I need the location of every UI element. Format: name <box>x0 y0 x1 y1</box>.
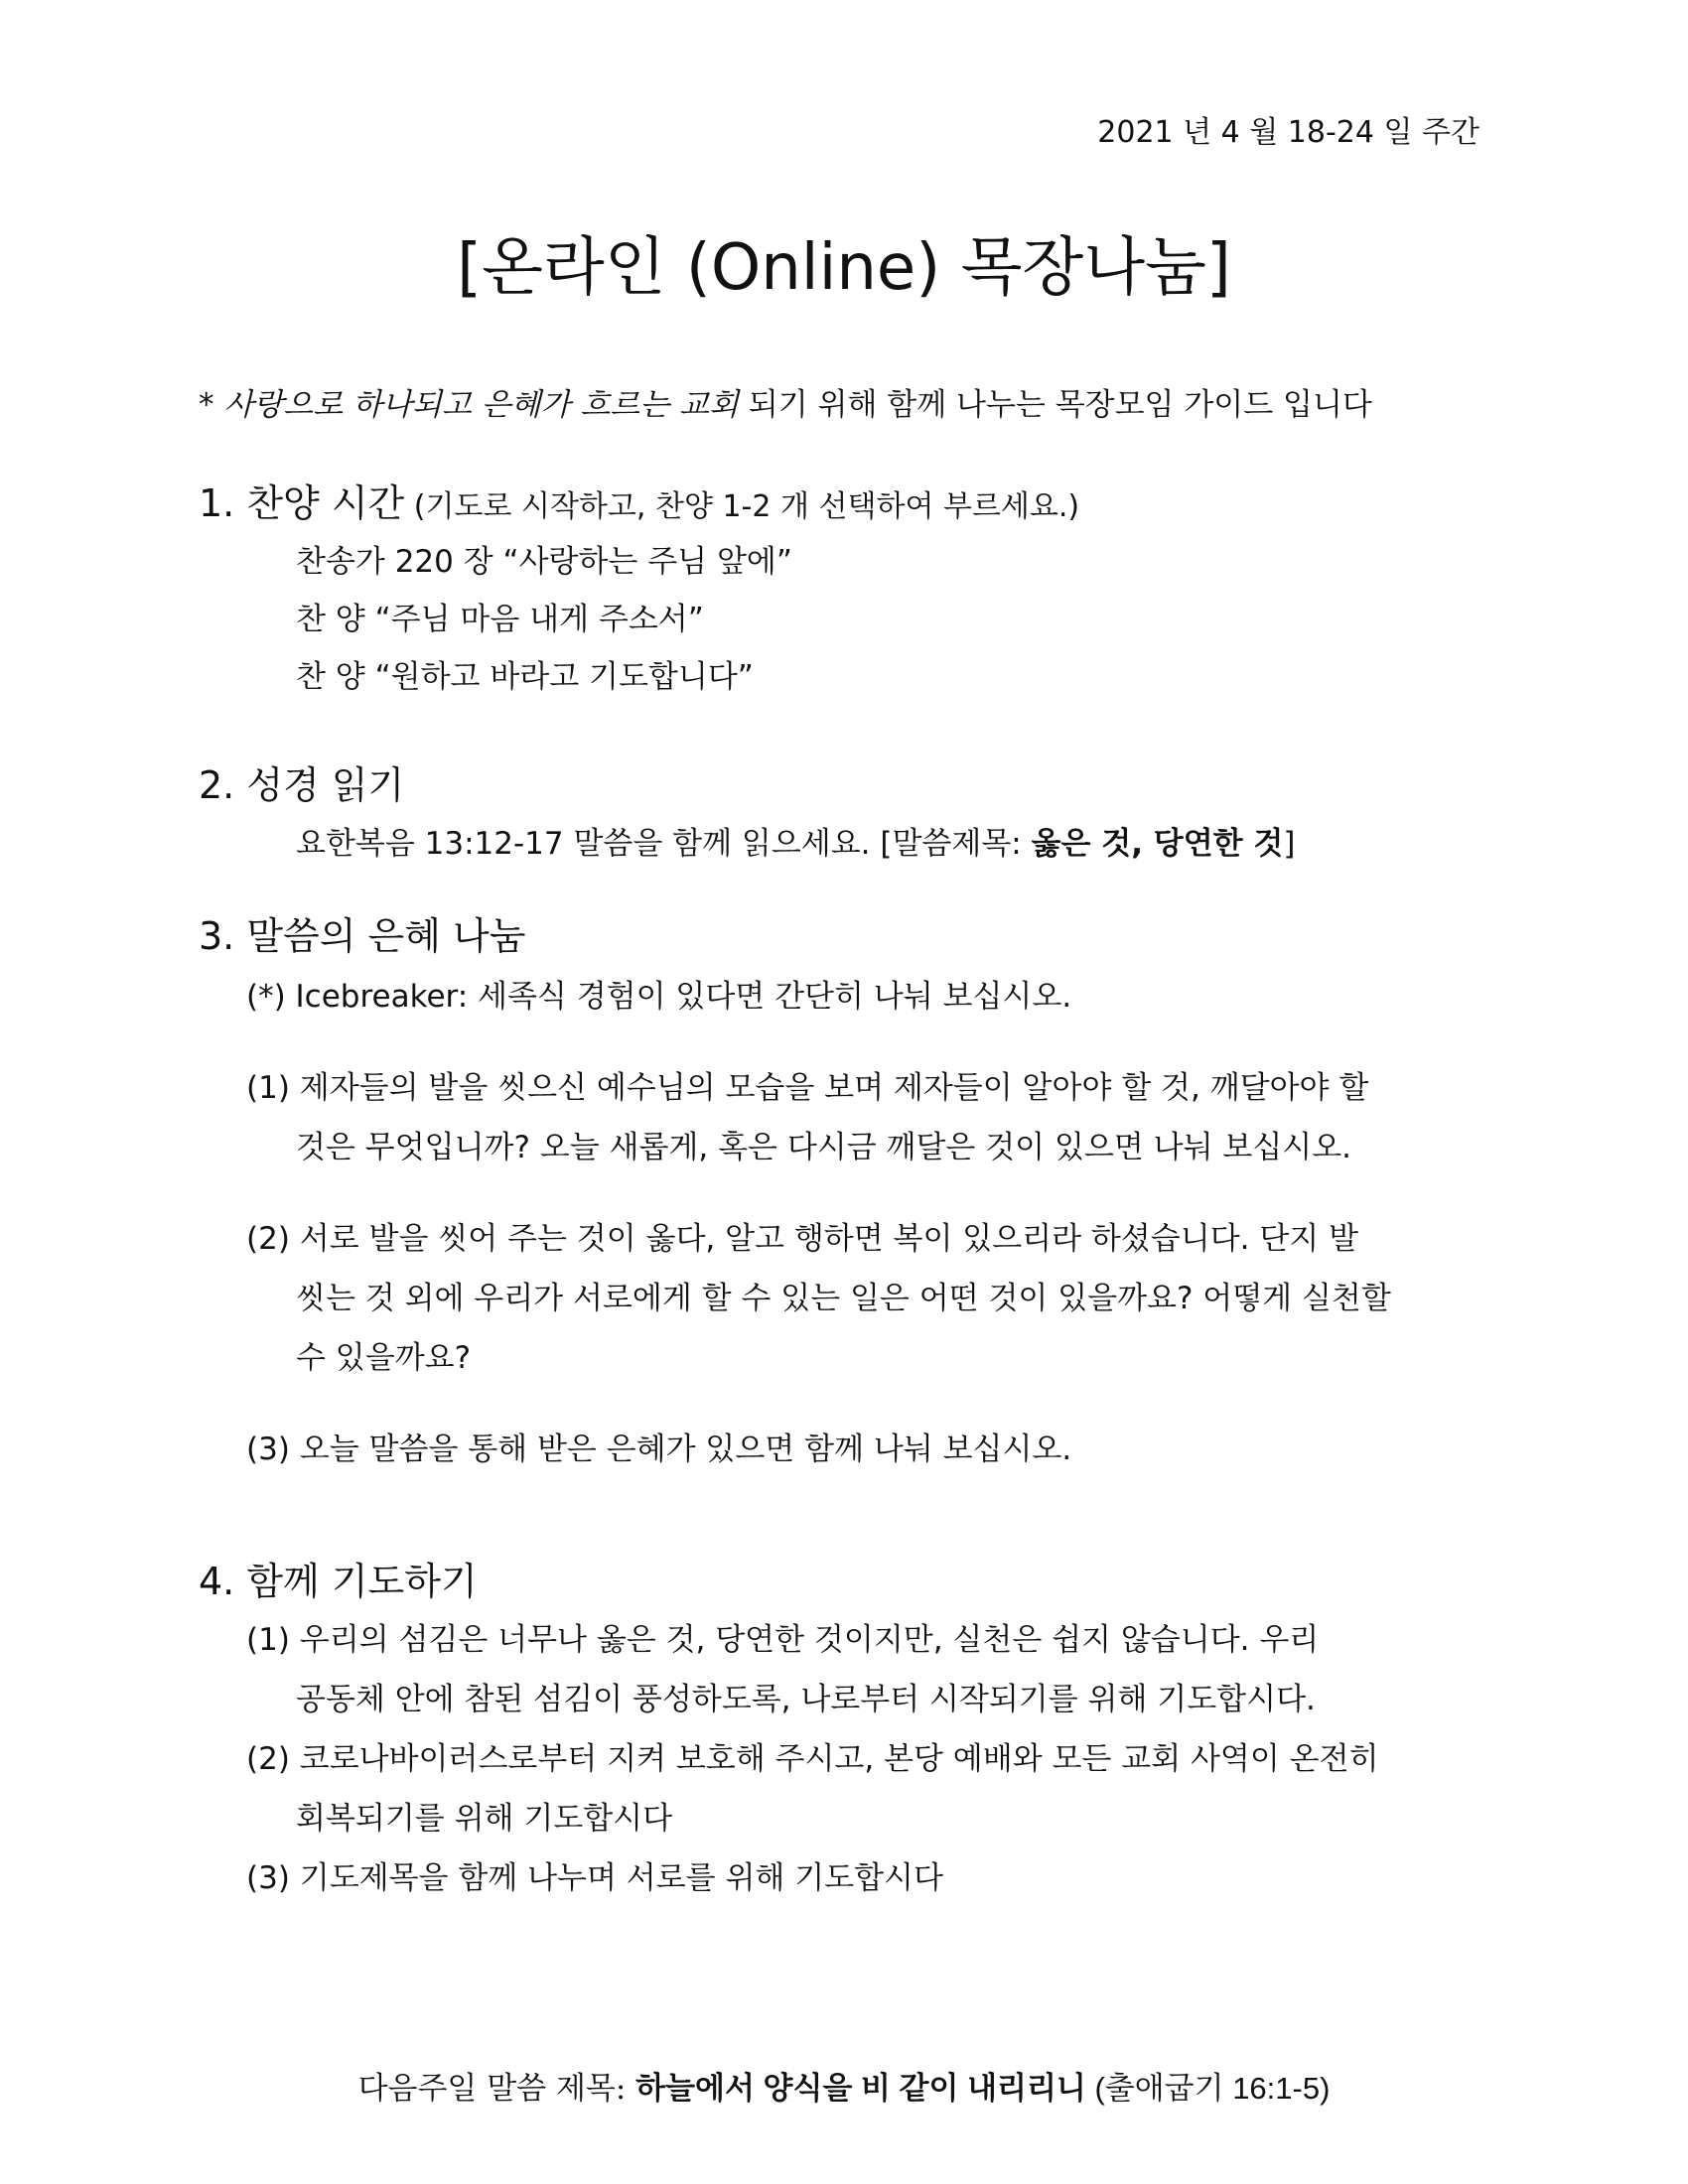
prayer-line: 회복되기를 위해 기도합시다 <box>296 1801 673 1837</box>
intro-line <box>199 379 1372 424</box>
section1-note: (기도로 시작하고, 찬양 1-2 개 선택하여 부르세요.) <box>404 489 1080 524</box>
question-line: 수 있을까요? <box>296 1340 472 1376</box>
prayer-line: 공동체 안에 참된 섬김이 풍성하도록, 나로부터 시작되기를 위해 기도합시다. <box>296 1682 1316 1717</box>
hymn-line: 찬송가 220 장 “사랑하는 주님 앞에” <box>296 544 792 580</box>
next-week-sermon <box>0 2063 1688 2108</box>
next-week-label: 다음주일 말씀 제목: <box>357 2071 636 2107</box>
intro-church-motto: 사랑으로 하나되고 은혜가 흐르는 교회 <box>223 387 739 423</box>
section4-heading: 4. 함께 기도하기 <box>199 1560 478 1603</box>
icebreaker-line: (*) Icebreaker: 세족식 경험이 있다면 간단히 나눠 보십시오. <box>246 979 1072 1015</box>
section1-title: 1. 찬양 시간 <box>199 481 405 525</box>
section2-heading: 2. 성경 읽기 <box>199 763 405 807</box>
next-week-reference: (출애굽기 16:1-5) <box>1085 2071 1331 2106</box>
intro-star: * <box>199 387 224 423</box>
song-line: 찬 양 “주님 마음 내게 주소서” <box>296 602 704 637</box>
prayer-line: (2) 코로나바이러스로부터 지켜 보호해 주시고, 본당 예배와 모든 교회 사역이 온전히 <box>246 1741 1379 1777</box>
reading-close: ] <box>1283 826 1296 862</box>
reading-line <box>296 818 1295 863</box>
section3-heading: 3. 말씀의 은혜 나눔 <box>199 914 526 958</box>
date-line: 2021 년 4 월 18-24 일 주간 <box>1097 115 1479 150</box>
question-line: 것은 무엇입니까? 오늘 새롭게, 혹은 다시금 깨달은 것이 있으면 나눠 보십시오. <box>296 1130 1352 1165</box>
intro-rest: 되기 위해 함께 나누는 목장모임 가이드 입니다 <box>738 387 1372 423</box>
section1-heading <box>199 473 1079 527</box>
page-title: [온라인 (Online) 목장나눔] <box>457 231 1231 305</box>
sermon-title: 옳은 것, 당연한 것 <box>1031 826 1284 862</box>
song-line: 찬 양 “원하고 바라고 기도합니다” <box>296 659 754 695</box>
question-line: (1) 제자들의 발을 씻으신 예수님의 모습을 보며 제자들이 알아야 할 것, 깨달아야 할 <box>246 1070 1369 1106</box>
prayer-line: (3) 기도제목을 함께 나누며 서로를 위해 기도합시다 <box>246 1860 943 1896</box>
reading-text: 요한복음 13:12-17 말씀을 함께 읽으세요. [말씀제목: <box>296 826 1032 862</box>
question-line: 씻는 것 외에 우리가 서로에게 할 수 있는 일은 어떤 것이 있을까요? 어떻게 실천할 <box>296 1281 1391 1316</box>
next-week-title: 하늘에서 양식을 비 같이 내리리니 <box>635 2071 1086 2106</box>
question-line: (3) 오늘 말씀을 통해 받은 은혜가 있으면 함께 나눠 보십시오. <box>246 1432 1072 1467</box>
question-line: (2) 서로 발을 씻어 주는 것이 옳다, 알고 행하면 복이 있으리라 하셨습니다. 단지 발 <box>246 1221 1359 1257</box>
prayer-line: (1) 우리의 섬김은 너무나 옳은 것, 당연한 것이지만, 실천은 쉽지 않습니다. 우리 <box>246 1622 1320 1658</box>
